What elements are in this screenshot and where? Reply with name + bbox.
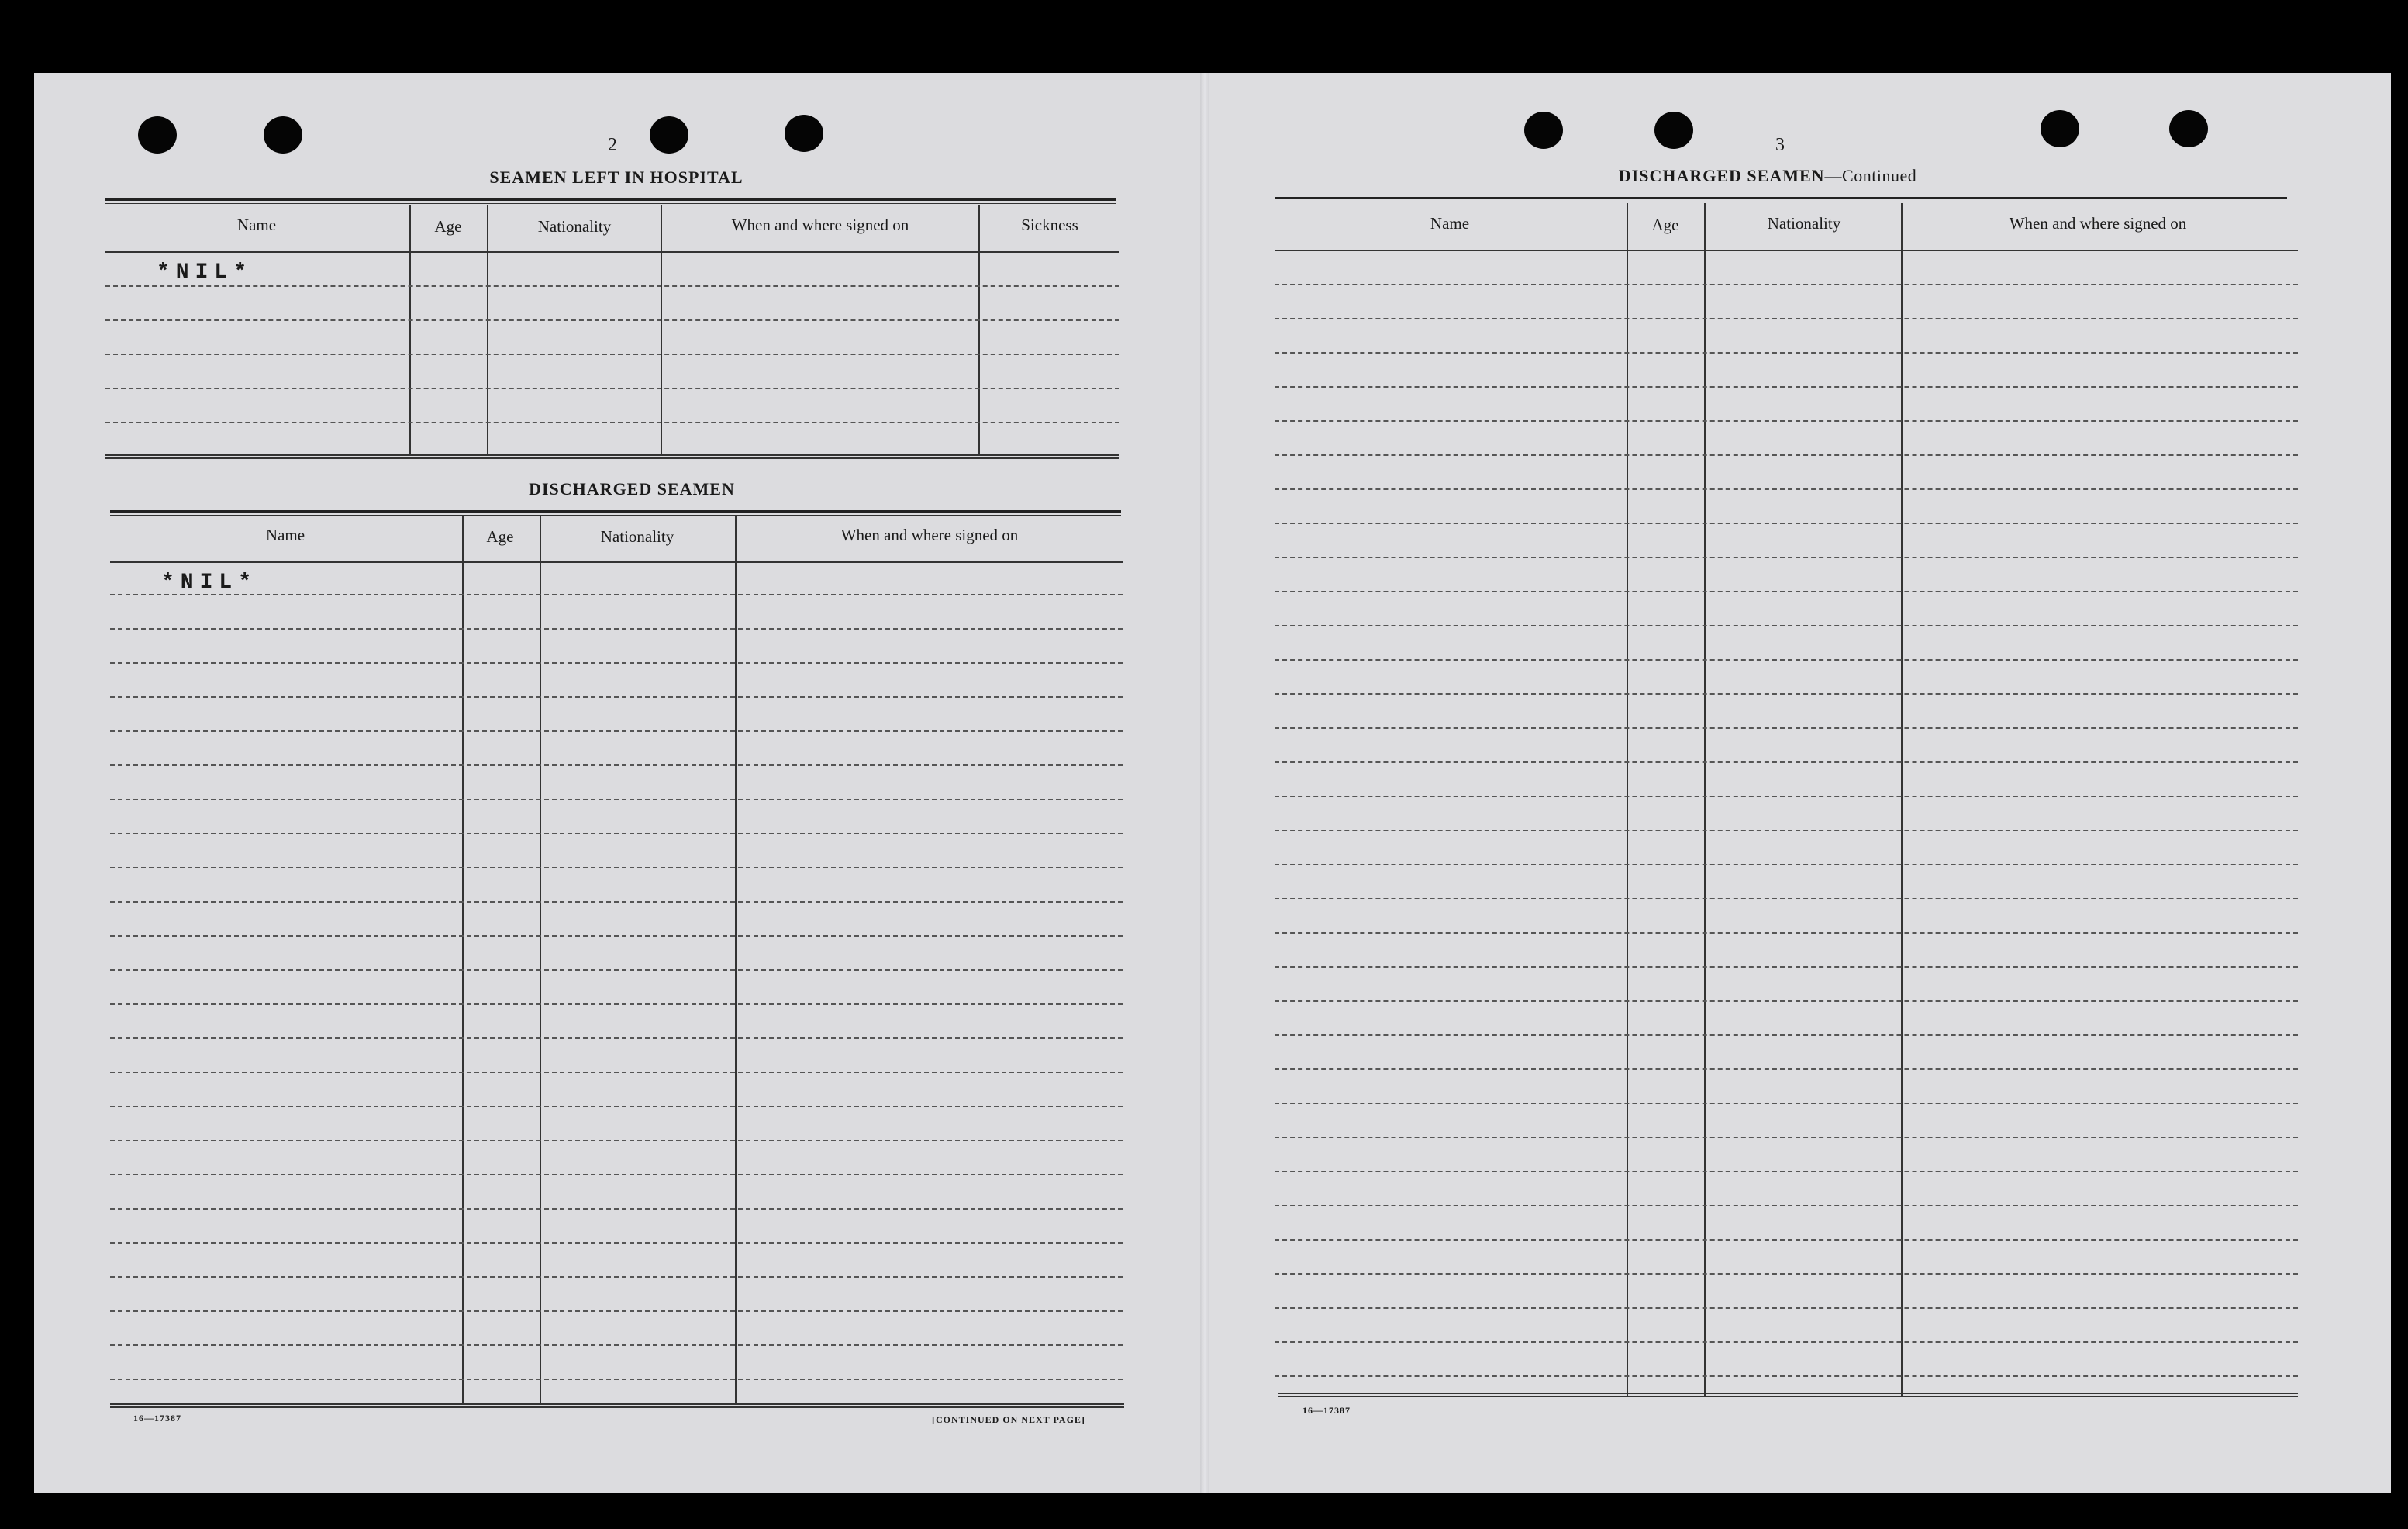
table-row xyxy=(1275,1341,2298,1343)
table-row xyxy=(1275,727,2298,729)
table-row xyxy=(110,1379,1123,1380)
punch-hole-icon xyxy=(785,115,823,152)
column-divider xyxy=(462,516,464,1405)
column-header-age: Age xyxy=(1651,216,1679,234)
table-row xyxy=(110,969,1123,971)
header-rule xyxy=(110,510,1121,516)
table-row xyxy=(105,354,1119,355)
title-suffix: —Continued xyxy=(1824,166,1917,185)
punch-hole-icon xyxy=(650,116,688,154)
column-header-nationality: Nationality xyxy=(1767,214,1841,233)
table-row xyxy=(110,935,1123,937)
table-row xyxy=(1275,1103,2298,1104)
table-row xyxy=(110,1174,1123,1175)
column-divider xyxy=(735,516,737,1405)
page-fold xyxy=(1200,73,1209,1493)
column-header-signed-on: When and where signed on xyxy=(840,526,1019,544)
punch-hole-icon xyxy=(1654,112,1693,149)
column-header-age: Age xyxy=(486,527,514,546)
table-row xyxy=(1275,796,2298,797)
section-bottom-rule xyxy=(1278,1393,2298,1397)
punch-hole-icon xyxy=(1524,112,1563,149)
table-row xyxy=(1275,557,2298,558)
table-row xyxy=(1275,454,2298,456)
table-row xyxy=(1275,1137,2298,1138)
column-header-age: Age xyxy=(434,217,462,236)
table-row xyxy=(110,730,1123,732)
column-divider xyxy=(409,205,411,454)
header-rule xyxy=(105,198,1116,204)
column-header-signed-on: When and where signed on xyxy=(731,216,909,234)
nil-entry: *NIL* xyxy=(157,261,254,285)
table-row xyxy=(110,1037,1123,1039)
table-row xyxy=(110,594,1123,595)
table-row xyxy=(110,1208,1123,1210)
hospital-table xyxy=(105,205,1119,456)
table-row xyxy=(1275,830,2298,831)
column-divider xyxy=(487,205,488,454)
table-row xyxy=(105,422,1119,423)
column-divider xyxy=(1704,203,1706,1397)
column-divider xyxy=(540,516,541,1405)
column-header-nationality: Nationality xyxy=(600,527,674,546)
table-row xyxy=(110,1344,1123,1346)
table-row xyxy=(110,1106,1123,1107)
column-header-name: Name xyxy=(1430,214,1470,233)
table-row xyxy=(110,696,1123,698)
table-row xyxy=(110,833,1123,834)
table-row xyxy=(1275,488,2298,490)
discharged-continued-table xyxy=(1275,203,2298,1399)
table-row xyxy=(110,867,1123,868)
table-row xyxy=(110,799,1123,800)
table-row xyxy=(1275,318,2298,319)
form-number: 16—17387 xyxy=(1302,1405,1351,1416)
column-divider xyxy=(1627,203,1628,1397)
table-row xyxy=(1275,932,2298,934)
column-header-signed-on: When and where signed on xyxy=(2009,214,2187,233)
title-text: DISCHARGED SEAMEN xyxy=(1618,166,1825,185)
nil-entry: *NIL* xyxy=(161,571,258,595)
table-row xyxy=(110,662,1123,664)
column-divider xyxy=(978,205,980,454)
table-row xyxy=(105,388,1119,389)
section-bottom-rule xyxy=(110,1403,1124,1408)
column-header-name: Name xyxy=(236,216,277,234)
table-row xyxy=(1275,659,2298,661)
column-divider xyxy=(661,205,662,454)
section-bottom-rule xyxy=(105,454,1119,459)
punch-hole-icon xyxy=(2169,110,2208,147)
table-row xyxy=(110,1140,1123,1141)
table-row xyxy=(105,285,1119,287)
table-row xyxy=(110,1310,1123,1312)
column-divider xyxy=(1901,203,1903,1397)
table-row xyxy=(1275,1068,2298,1070)
table-row xyxy=(110,764,1123,766)
table-row xyxy=(1275,1375,2298,1377)
page-number: 3 xyxy=(1775,135,1785,155)
table-row xyxy=(110,1003,1123,1005)
section-title-discharged: DISCHARGED SEAMEN xyxy=(529,479,735,499)
table-row xyxy=(110,628,1123,630)
header-rule xyxy=(1275,197,2287,202)
column-header-sickness: Sickness xyxy=(1021,216,1078,234)
page-number: 2 xyxy=(608,135,617,155)
form-number: 16—17387 xyxy=(133,1413,181,1424)
column-header-name: Name xyxy=(265,526,305,544)
table-row xyxy=(1275,1034,2298,1036)
table-row xyxy=(1275,864,2298,865)
table-row xyxy=(1275,693,2298,695)
table-row xyxy=(1275,523,2298,524)
section-title-hospital: SEAMEN LEFT IN HOSPITAL xyxy=(489,167,743,187)
table-row xyxy=(110,1276,1123,1278)
table-row xyxy=(1275,1273,2298,1275)
table-row xyxy=(110,1242,1123,1244)
table-row xyxy=(1275,420,2298,422)
table-row xyxy=(110,901,1123,903)
column-header-nationality: Nationality xyxy=(537,217,612,236)
table-row xyxy=(1275,898,2298,899)
table-row xyxy=(1275,284,2298,285)
punch-hole-icon xyxy=(264,116,302,154)
punch-hole-icon xyxy=(2041,110,2079,147)
table-row xyxy=(1275,1205,2298,1206)
punch-hole-icon xyxy=(138,116,177,154)
table-row xyxy=(1275,386,2298,388)
table-row xyxy=(1275,1307,2298,1309)
table-row xyxy=(1275,352,2298,354)
table-row xyxy=(1275,1171,2298,1172)
table-row xyxy=(1275,591,2298,592)
table-row xyxy=(1275,761,2298,763)
continued-note: [CONTINUED ON NEXT PAGE] xyxy=(932,1414,1085,1425)
section-title-discharged-continued xyxy=(1535,166,2000,186)
discharged-table xyxy=(110,516,1123,1406)
table-row xyxy=(1275,1239,2298,1241)
table-row xyxy=(105,319,1119,321)
table-row xyxy=(1275,966,2298,968)
table-row xyxy=(1275,1000,2298,1002)
table-row xyxy=(110,1072,1123,1073)
table-row xyxy=(1275,625,2298,626)
